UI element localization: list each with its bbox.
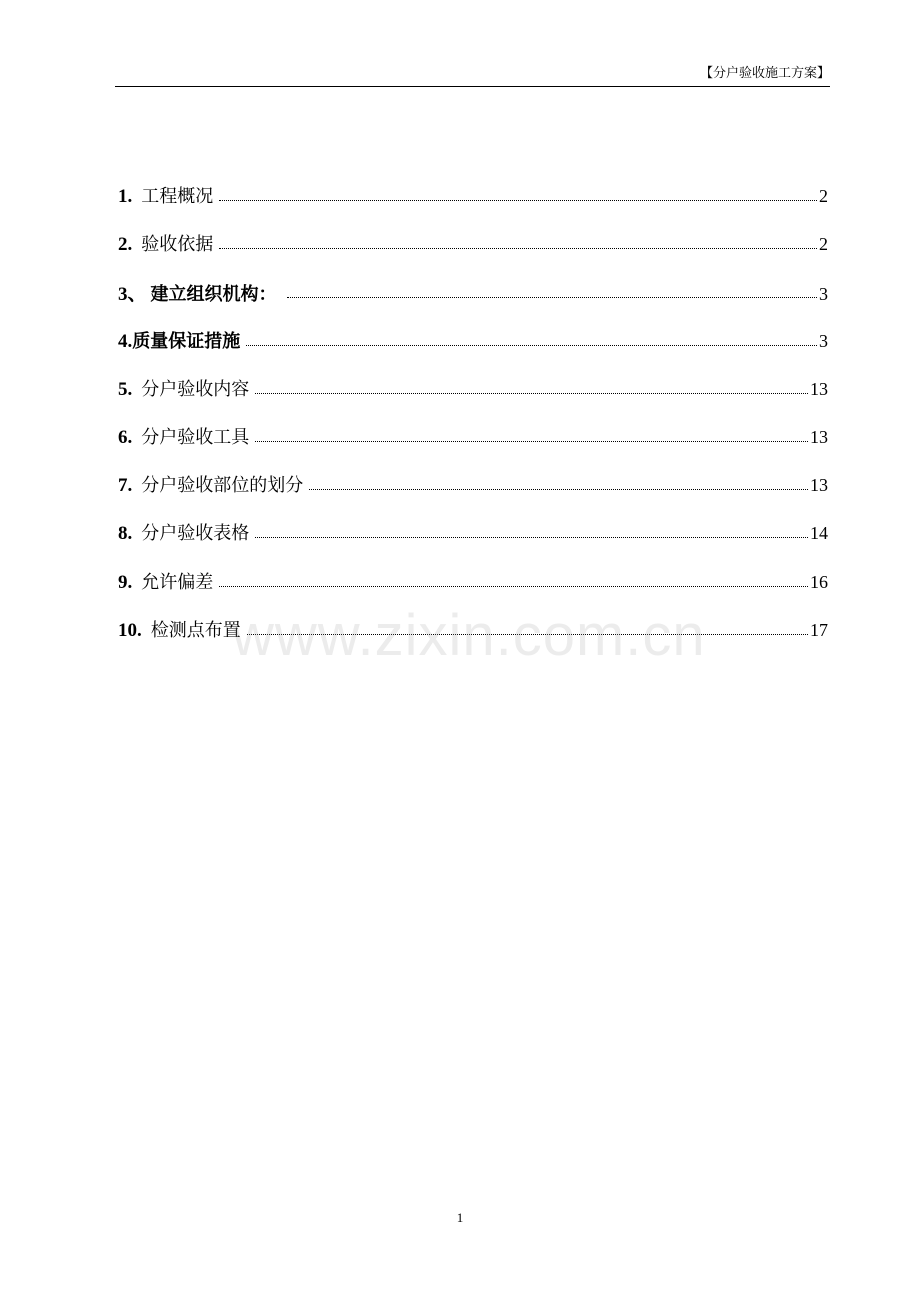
toc-entry-title: 检测点布置	[150, 620, 241, 641]
watermark: www.zixin.com.cn	[232, 603, 706, 668]
toc-entry-title: 分户验收内容	[141, 379, 250, 400]
toc-entry-title: 工程概况	[141, 186, 214, 207]
toc-leader-dots	[219, 586, 808, 587]
toc-entry-title: 验收依据	[141, 234, 214, 255]
toc-leader-dots	[247, 634, 808, 635]
toc-entry-page: 16	[810, 572, 828, 592]
toc-entry[interactable]	[118, 230, 828, 256]
toc-entry[interactable]	[118, 327, 828, 353]
toc-entry[interactable]	[118, 519, 828, 545]
toc-entry[interactable]	[118, 279, 828, 305]
toc-entry-title: 分户验收表格	[141, 523, 250, 544]
toc-entry-page: 13	[810, 475, 828, 495]
toc-entry-number: 7.	[118, 475, 133, 496]
toc-entry-number: 5.	[118, 379, 133, 400]
toc-leader-dots	[219, 248, 817, 249]
toc-entry-page: 13	[810, 379, 828, 399]
toc-entry-title: 分户验收部位的划分	[141, 475, 304, 496]
toc-entry-title: 分户验收工具	[141, 427, 250, 448]
toc-entry-number: 3、	[118, 284, 147, 305]
toc-entry-page: 3	[819, 284, 828, 304]
toc-entry-number: 6.	[118, 427, 133, 448]
page-header	[115, 64, 830, 87]
toc-entry-number: 4.	[118, 331, 133, 352]
toc-entry-title: 质量保证措施	[132, 331, 241, 352]
toc-leader-dots	[255, 393, 808, 394]
toc-leader-dots	[255, 537, 808, 538]
toc-entry-number: 2.	[118, 234, 133, 255]
toc-entry-number: 10.	[118, 620, 142, 641]
toc-leader-dots	[255, 441, 808, 442]
toc-entry[interactable]	[118, 471, 828, 497]
toc-entry-page: 13	[810, 427, 828, 447]
toc-entry-number: 8.	[118, 523, 133, 544]
toc-entry[interactable]	[118, 616, 828, 642]
toc-entry[interactable]	[118, 423, 828, 449]
page-number: 1	[456, 1210, 464, 1225]
toc-entry-page: 2	[819, 186, 828, 206]
toc-entry-page: 14	[810, 523, 828, 543]
toc-entry-page: 17	[810, 620, 828, 640]
toc-entry[interactable]	[118, 568, 828, 594]
toc-entry-page: 3	[819, 331, 828, 351]
toc-leader-dots	[309, 489, 808, 490]
toc-entry-title: 建立组织机构：	[150, 284, 277, 305]
toc-leader-dots	[219, 200, 817, 201]
toc-entry-page: 2	[819, 234, 828, 254]
toc-entry-number: 1.	[118, 186, 133, 207]
toc-entry-number: 9.	[118, 572, 133, 593]
header-title: 【分户验收施工方案】	[699, 66, 830, 81]
toc-leader-dots	[246, 345, 817, 346]
toc-entry-title: 允许偏差	[141, 572, 214, 593]
toc-leader-dots	[287, 297, 817, 298]
toc-entry[interactable]	[118, 375, 828, 401]
toc-entry[interactable]	[118, 182, 828, 208]
